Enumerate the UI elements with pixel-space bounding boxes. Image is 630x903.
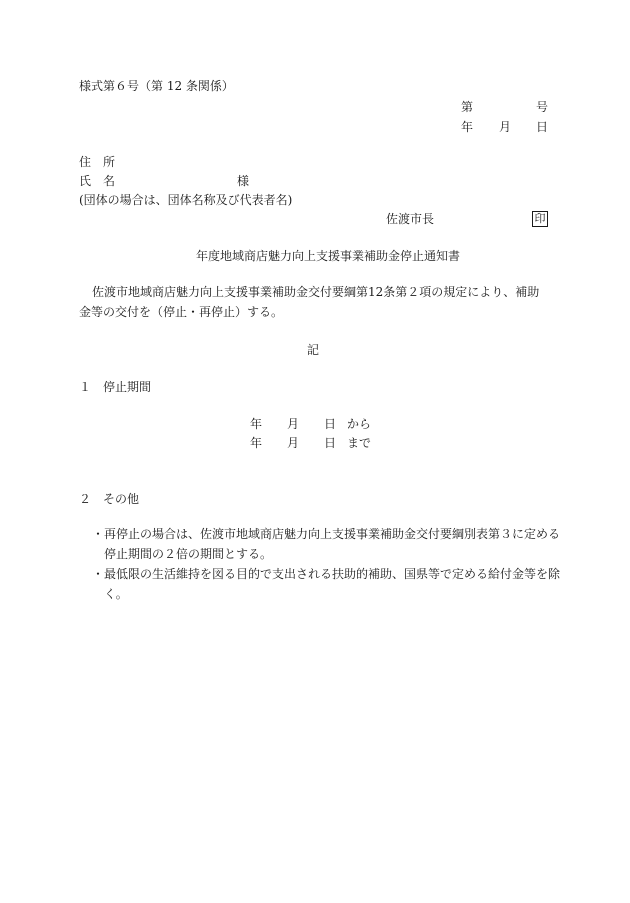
number-dai: 第	[461, 100, 474, 114]
number-go: 号	[536, 100, 549, 114]
bullet-item-1: ・再停止の場合は、佐渡市地域商店魅力向上支援事業補助金交付要綱別表第３に定める停止期間の２倍の期間とする。	[92, 527, 561, 561]
section2-heading: ２ その他	[79, 492, 140, 506]
form-number: 様式第６号（第 12 条関係）	[79, 79, 234, 93]
document-title: 年度地域商店魅力向上支援事業補助金停止通知書	[196, 249, 461, 263]
bullet-item-2: ・最低限の生活維持を図る目的で支出される扶助的補助、国県等で定める給付金等を除く。	[92, 567, 561, 601]
sama-suffix: 様	[237, 174, 250, 188]
address-label: 住 所	[79, 155, 116, 169]
period-to-month: 月	[287, 436, 300, 450]
name-label: 氏 名	[79, 174, 116, 188]
period-from-day: 日	[324, 417, 337, 431]
body-paragraph: 佐渡市地域商店魅力向上支援事業補助金交付要綱第12条第２項の規定により、補助金等の交付を（停止・再停止）する。	[79, 285, 540, 319]
period-to-year: 年	[250, 436, 263, 450]
period-to-suffix: まで	[347, 436, 372, 450]
period-from-year: 年	[250, 417, 263, 431]
seal-mark	[532, 211, 548, 227]
period-from-month: 月	[287, 417, 300, 431]
ki-marker: 記	[307, 343, 320, 357]
mayor-title: 佐渡市長	[386, 212, 435, 226]
seal-text: 印	[532, 211, 548, 227]
section1-heading: １ 停止期間	[79, 380, 152, 394]
date-month: 月	[499, 120, 512, 134]
date-day: 日	[536, 120, 549, 134]
period-to-day: 日	[324, 436, 337, 450]
period-from-suffix: から	[347, 417, 372, 431]
org-note: (団体の場合は、団体名称及び代表者名)	[79, 193, 293, 207]
date-year: 年	[461, 120, 474, 134]
